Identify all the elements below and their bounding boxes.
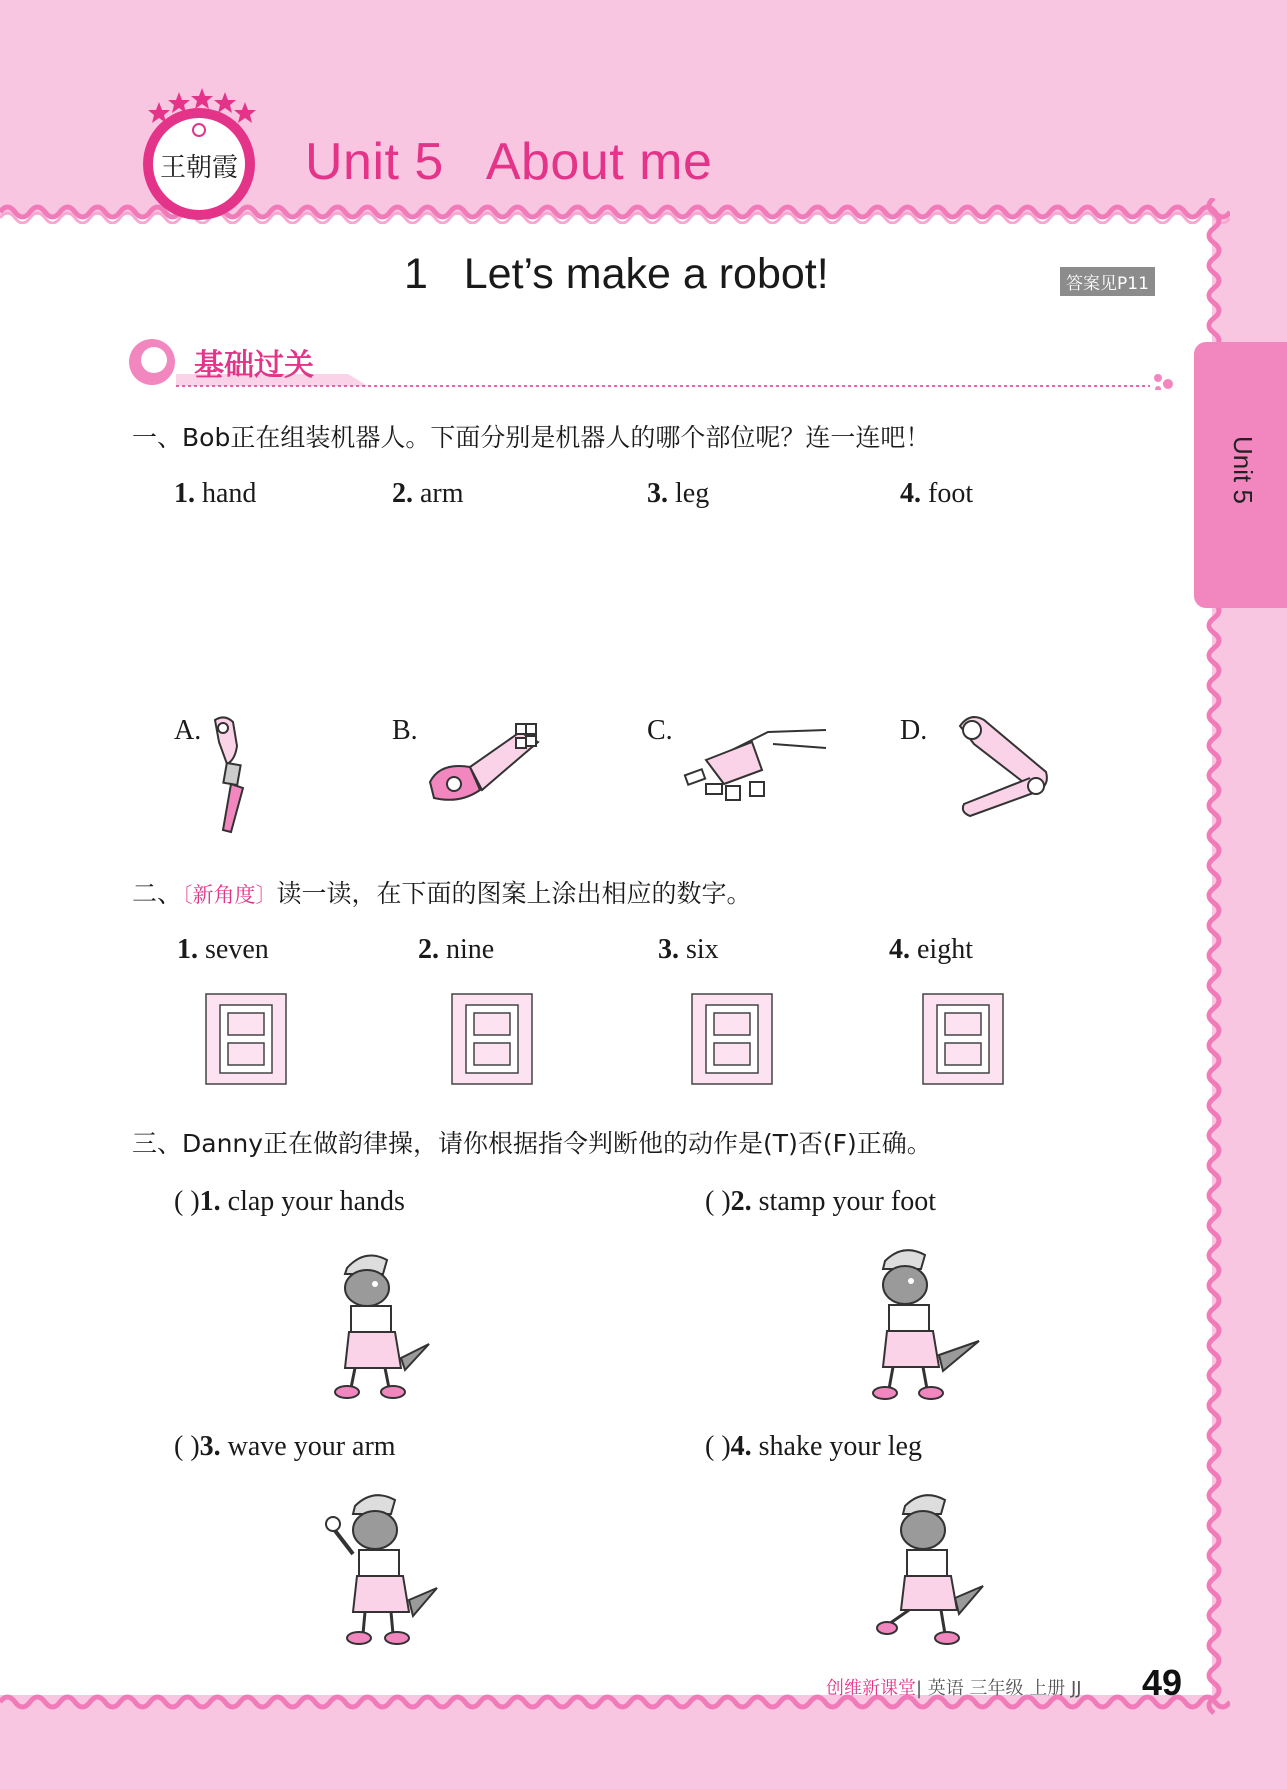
section-title: 基础过关 — [194, 348, 314, 383]
q2-prefix: 二、 — [132, 879, 183, 908]
q3-item-2 — [705, 1186, 936, 1218]
unit-title: Unit 5 About me — [305, 133, 713, 191]
question-3-heading: 三、Danny正在做韵律操，请你根据指令判断他的动作是(T)否(F)正确。 — [132, 1129, 932, 1158]
q1-item-3 — [647, 478, 709, 510]
option-label-b: B. — [392, 715, 418, 746]
digit-grid-2[interactable] — [451, 993, 533, 1085]
danny-wave-image — [325, 1488, 440, 1648]
q1-item-2 — [392, 478, 464, 510]
q1-item-1 — [174, 478, 256, 510]
option-label-d: D. — [900, 715, 928, 746]
side-tab-label: Unit 5 — [1228, 436, 1258, 504]
q2-item-number: 2. — [418, 934, 439, 965]
q3-item-number: 2. — [730, 1186, 752, 1217]
q3-item-number: 1. — [199, 1186, 221, 1217]
q3-item-3 — [174, 1431, 396, 1463]
q3-item-text: clap your hands — [227, 1186, 405, 1217]
q2-item-number: 4. — [889, 934, 910, 965]
answer-blank[interactable]: ( ) — [174, 1431, 200, 1462]
answer-blank[interactable]: ( ) — [705, 1431, 731, 1462]
page-number: 49 — [1142, 1662, 1183, 1703]
q1-item-4 — [900, 478, 973, 510]
digit-grid-3[interactable] — [691, 993, 773, 1085]
q2-item-2 — [418, 934, 494, 966]
lesson-title: 1 Let’s make a robot! — [404, 250, 829, 298]
q3-item-text: stamp your foot — [758, 1186, 936, 1217]
q2-item-word: nine — [446, 934, 495, 965]
robot-arm-image — [950, 712, 1060, 832]
q1-item-word: hand — [202, 478, 257, 509]
q3-item-1 — [174, 1186, 405, 1218]
question-2-heading — [132, 874, 752, 910]
digit-grid-4[interactable] — [922, 993, 1004, 1085]
q2-item-word: six — [686, 934, 719, 965]
q2-item-3 — [658, 934, 719, 966]
q2-item-word: eight — [917, 934, 973, 965]
footer-brand: 创维新课堂 — [826, 1678, 916, 1699]
answer-blank[interactable]: ( ) — [174, 1186, 200, 1217]
q2-item-number: 3. — [658, 934, 679, 965]
logo-text: 王朝霞 — [159, 153, 239, 183]
publisher-logo — [138, 88, 260, 220]
danny-clap-image — [325, 1248, 435, 1403]
q2-text: 读一读，在下面的图案上涂出相应的数字。 — [276, 879, 752, 908]
footer-book-info: | 英语 三年级 上册 JJ — [916, 1678, 1082, 1699]
q3-item-text: wave your arm — [227, 1431, 396, 1462]
answer-reference-badge: 答案见P11 — [1060, 267, 1155, 296]
q3-item-4 — [705, 1431, 922, 1463]
option-label-c: C. — [647, 715, 673, 746]
q1-item-number: 1. — [174, 478, 195, 509]
q1-item-number: 2. — [392, 478, 413, 509]
q3-item-number: 4. — [730, 1431, 752, 1462]
answer-blank[interactable]: ( ) — [705, 1186, 731, 1217]
footer-info — [826, 1674, 1082, 1700]
danny-stamp-image — [855, 1243, 985, 1403]
q2-item-word: seven — [205, 934, 269, 965]
option-label-a: A. — [174, 715, 202, 746]
q3-item-number: 3. — [199, 1431, 221, 1462]
q1-item-word: foot — [928, 478, 974, 509]
robot-leg-image — [205, 712, 255, 837]
robot-foot-image — [420, 712, 550, 812]
danny-shake-image — [875, 1488, 985, 1648]
question-1-heading: 一、Bob正在组装机器人。下面分别是机器人的哪个部位呢？连一连吧！ — [132, 423, 931, 452]
q1-item-number: 3. — [647, 478, 668, 509]
digit-grid-1[interactable] — [205, 993, 287, 1085]
q3-item-text: shake your leg — [758, 1431, 922, 1462]
q1-item-word: arm — [420, 478, 464, 509]
q2-item-number: 1. — [177, 934, 198, 965]
q1-item-word: leg — [675, 478, 710, 509]
q1-item-number: 4. — [900, 478, 921, 509]
robot-hand-image — [678, 712, 828, 812]
q2-item-4 — [889, 934, 973, 966]
q2-item-1 — [177, 934, 269, 966]
new-angle-tag: 〔新角度〕 — [182, 883, 277, 907]
